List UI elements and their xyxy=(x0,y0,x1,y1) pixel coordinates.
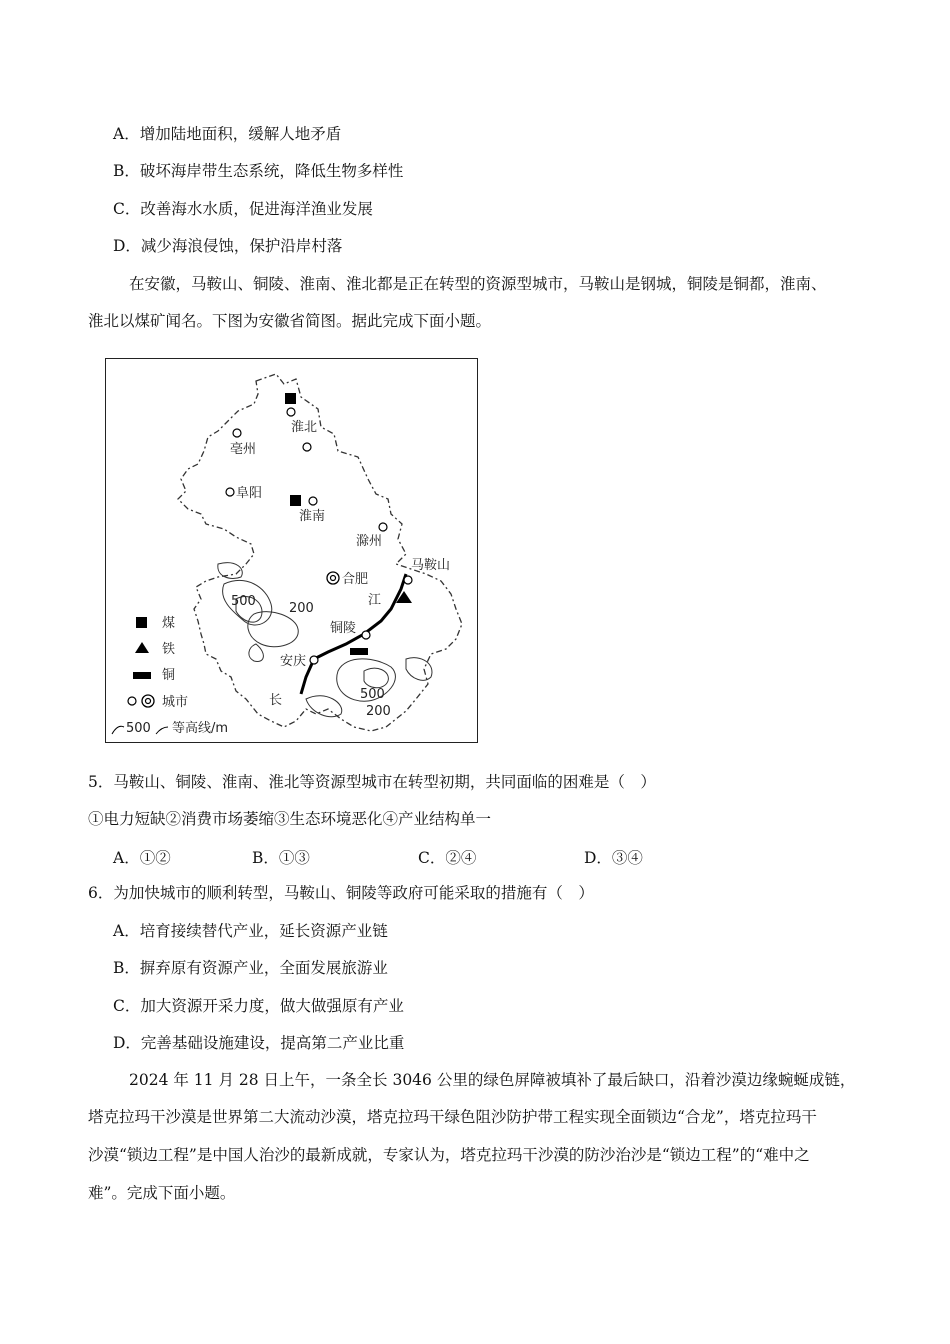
legend-copper-label: 铜 xyxy=(162,668,176,683)
legend-city-label: 城市 xyxy=(162,695,189,710)
city-marker-chuzhou xyxy=(379,523,387,531)
intro2-line1: 2024 年 11 月 28 日上午，一条全长 3046 公里的绿色屏障被填补了最后缺口，沿着沙漠边缘蜿蜒成链， xyxy=(129,1071,856,1089)
map-svg xyxy=(106,359,479,744)
q6-option-c: C．加大资源开采力度，做大做强原有产业 xyxy=(113,997,404,1015)
legend-iron-label: 铁 xyxy=(162,642,176,657)
city-marker-fuyang xyxy=(226,488,234,496)
contour-line xyxy=(364,668,388,688)
option-a: A．增加陆地面积，缓解人地矛盾 xyxy=(113,125,342,143)
q6-stem: 6．为加快城市的顺利转型，马鞍山、铜陵等政府可能采取的措施有（ ） xyxy=(88,884,594,902)
q5-option-c: C．②④ xyxy=(418,849,477,867)
intro2-line2: 塔克拉玛干沙漠是世界第二大流动沙漠，塔克拉玛干绿色阻沙防护带工程实现全面锁边“合龙”，塔克拉玛干 xyxy=(88,1108,817,1126)
q5-option-b: B．①③ xyxy=(252,849,310,867)
label-contour-200-se: 200 xyxy=(366,704,391,719)
label-anqing: 安庆 xyxy=(280,654,307,669)
contour-line xyxy=(249,644,263,662)
intro1-line1: 在安徽，马鞍山、铜陵、淮南、淮北都是正在转型的资源型城市，马鞍山是钢城，铜陵是铜都，淮南、 xyxy=(129,275,827,293)
q5-option-a: A．①② xyxy=(113,849,171,867)
option-d: D．减少海浪侵蚀，保护沿岸村落 xyxy=(113,237,343,255)
province-boundary xyxy=(178,374,462,731)
label-tongling: 铜陵 xyxy=(330,621,357,636)
label-river-chang: 长 xyxy=(269,693,283,708)
intro2-line3: 沙漠“锁边工程”是中国人治沙的最新成就，专家认为，塔克拉玛干沙漠的防沙治沙是“锁边工程”的“难中之 xyxy=(88,1146,810,1164)
city-marker-huaibei2 xyxy=(303,443,311,451)
label-maanshan: 马鞍山 xyxy=(411,558,451,573)
contour-line xyxy=(248,612,298,647)
city-marker-huaibei xyxy=(287,408,295,416)
q6-option-d: D．完善基础设施建设，提高第二产业比重 xyxy=(113,1034,405,1052)
city-marker-maanshan xyxy=(404,576,412,584)
legend-coal-label: 煤 xyxy=(162,616,176,631)
coal-symbol-huainan xyxy=(290,495,301,506)
city-marker-bozhou xyxy=(233,429,241,437)
q5-items: ①电力短缺②消费市场萎缩③生态环境恶化④产业结构单一 xyxy=(88,810,492,828)
label-hefei: 合肥 xyxy=(342,572,369,587)
label-fuyang: 阜阳 xyxy=(236,486,263,501)
city-marker-huainan xyxy=(309,497,317,505)
label-huainan: 淮南 xyxy=(299,509,326,524)
coal-symbol-huaibei xyxy=(285,393,296,404)
q6-option-b: B．摒弃原有资源产业，全面发展旅游业 xyxy=(113,959,388,977)
label-contour-500-west: 500 xyxy=(231,594,256,609)
label-chuzhou: 滁州 xyxy=(356,534,383,549)
legend-contour-icon xyxy=(112,726,124,734)
city-marker-anqing xyxy=(310,656,318,664)
legend-contour-value: 500 xyxy=(126,721,151,736)
label-contour-200-west: 200 xyxy=(289,601,314,616)
q6-option-a: A．培育接续替代产业，延长资源产业链 xyxy=(113,922,388,940)
option-b: B．破坏海岸带生态系统，降低生物多样性 xyxy=(113,162,404,180)
city-marker-hefei-inner xyxy=(331,576,336,581)
copper-symbol xyxy=(350,648,368,655)
legend-contour-label: 等高线/m xyxy=(172,721,229,736)
legend-coal-icon xyxy=(136,617,147,628)
anhui-map xyxy=(105,358,478,743)
intro1-line2: 淮北以煤矿闻名。下图为安徽省简图。据此完成下面小题。 xyxy=(88,312,492,330)
label-contour-500-se: 500 xyxy=(360,687,385,702)
contour-line xyxy=(306,696,342,717)
q5-stem: 5．马鞍山、铜陵、淮南、淮北等资源型城市在转型初期，共同面临的困难是（ ） xyxy=(88,773,656,791)
label-river-jiang: 江 xyxy=(368,593,382,608)
label-bozhou: 亳州 xyxy=(230,442,257,457)
city-marker-tongling xyxy=(362,631,370,639)
label-huaibei: 淮北 xyxy=(291,420,318,435)
legend-copper-icon xyxy=(133,672,151,679)
q5-option-d: D．③④ xyxy=(584,849,643,867)
intro2-line4: 难”。完成下面小题。 xyxy=(88,1184,236,1202)
legend-iron-icon xyxy=(135,642,149,653)
legend-city-icon xyxy=(128,697,136,705)
option-c: C．改善海水水质，促进海洋渔业发展 xyxy=(113,200,373,218)
